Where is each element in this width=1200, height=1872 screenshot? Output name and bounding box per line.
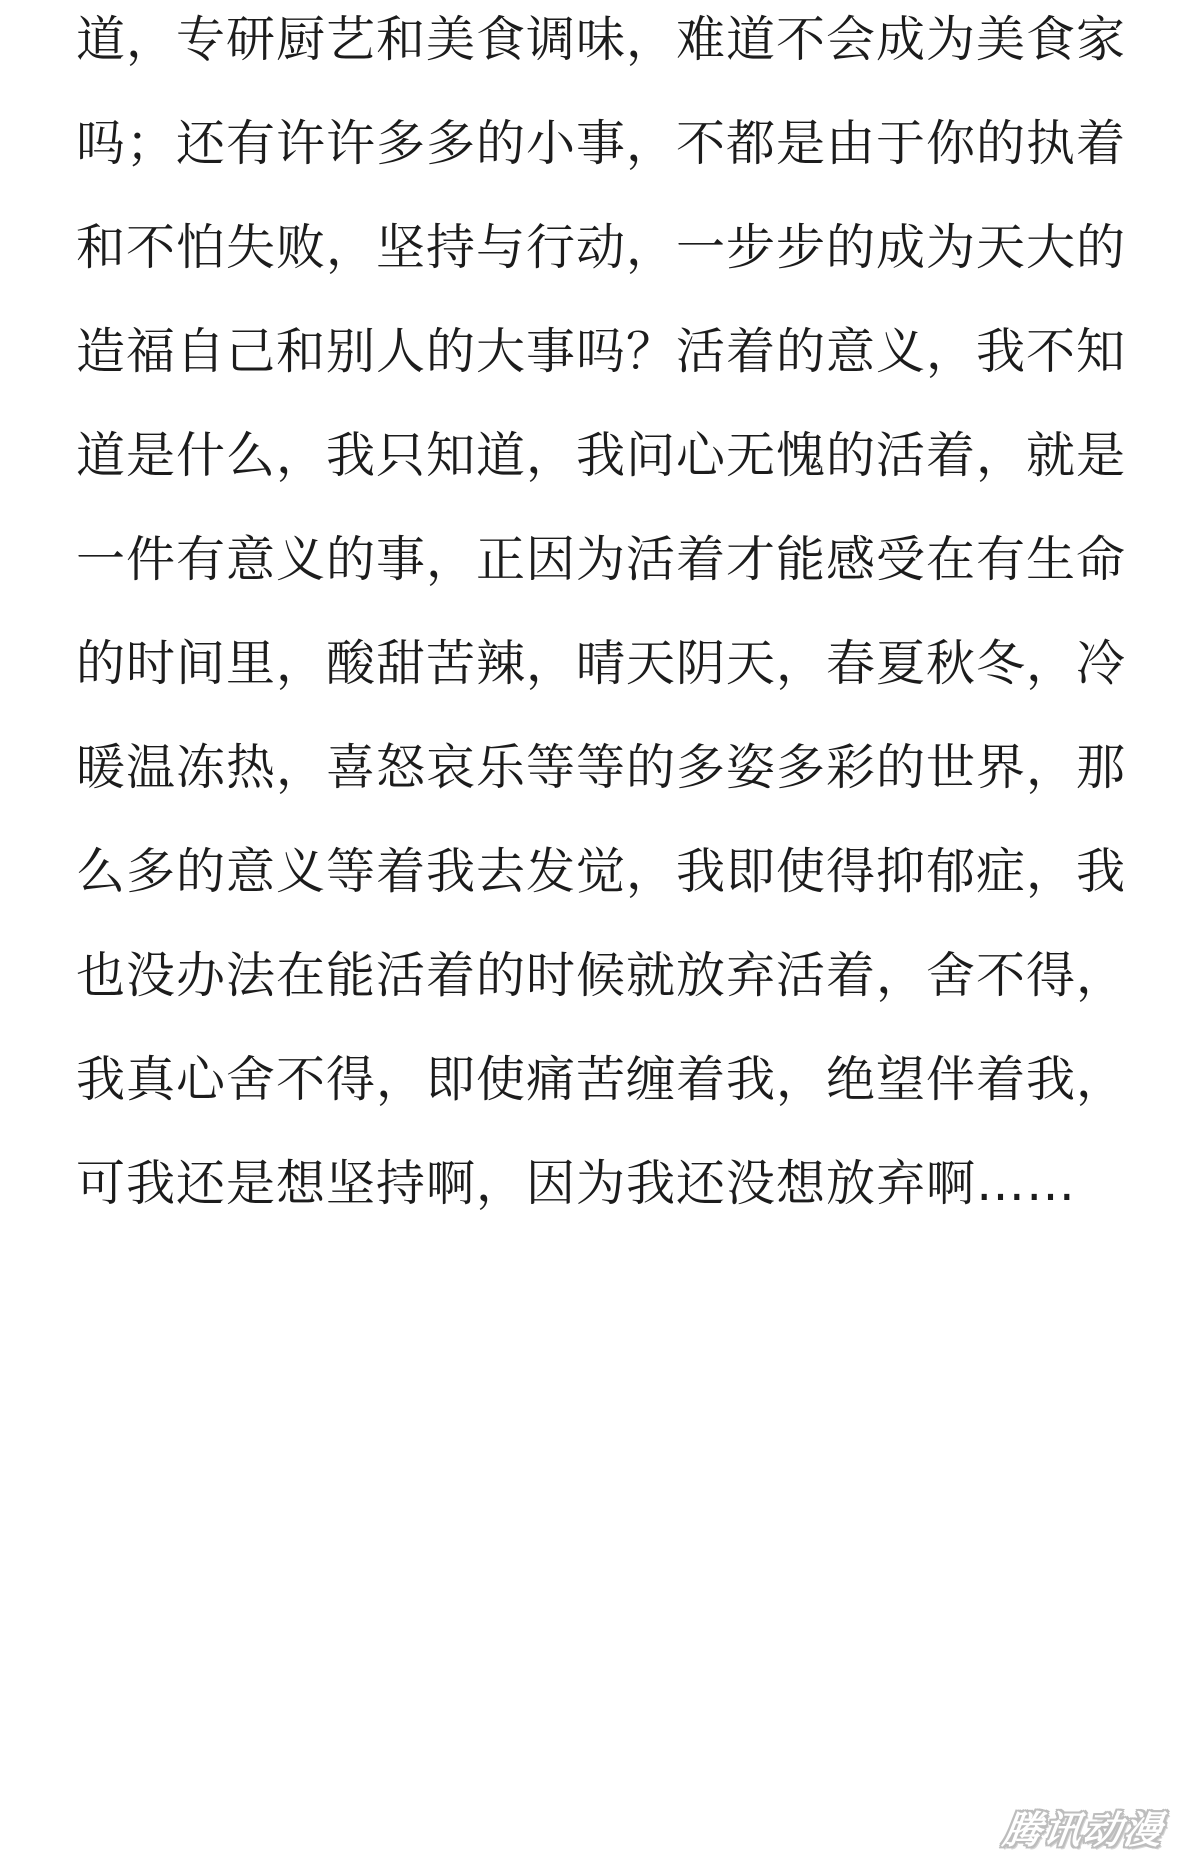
text-line: 也没办法在能活着的时候就放弃活着，舍不得，: [76, 947, 1127, 1004]
story-text: [76, 0, 1156, 1248]
text-line: 可我还是想坚持啊，因为我还没想放弃啊……: [76, 1155, 1077, 1212]
text-line: 和不怕失败，坚持与行动，一步步的成为天大的: [76, 219, 1127, 276]
watermark-text: 腾讯动漫: [1000, 1807, 1167, 1852]
text-line: 道是什么，我只知道，我问心无愧的活着，就是: [76, 427, 1127, 484]
text-line: 么多的意义等着我去发觉，我即使得抑郁症，我: [76, 843, 1127, 900]
text-line: 造福自己和别人的大事吗？活着的意义，我不知: [76, 323, 1127, 380]
tencent-comics-watermark-logo: [986, 1802, 1182, 1850]
text-line: 我真心舍不得，即使痛苦缠着我，绝望伴着我，: [76, 1051, 1127, 1108]
text-line: 的时间里，酸甜苦辣，晴天阴天，春夏秋冬，冷: [76, 635, 1127, 692]
text-line: 一件有意义的事，正因为活着才能感受在有生命: [76, 531, 1127, 588]
text-line: 吗；还有许许多多的小事，不都是由于你的执着: [76, 115, 1127, 172]
text-line: 暖温冻热，喜怒哀乐等等的多姿多彩的世界，那: [76, 739, 1127, 796]
text-line: 道，专研厨艺和美食调味，难道不会成为美食家: [76, 11, 1127, 68]
